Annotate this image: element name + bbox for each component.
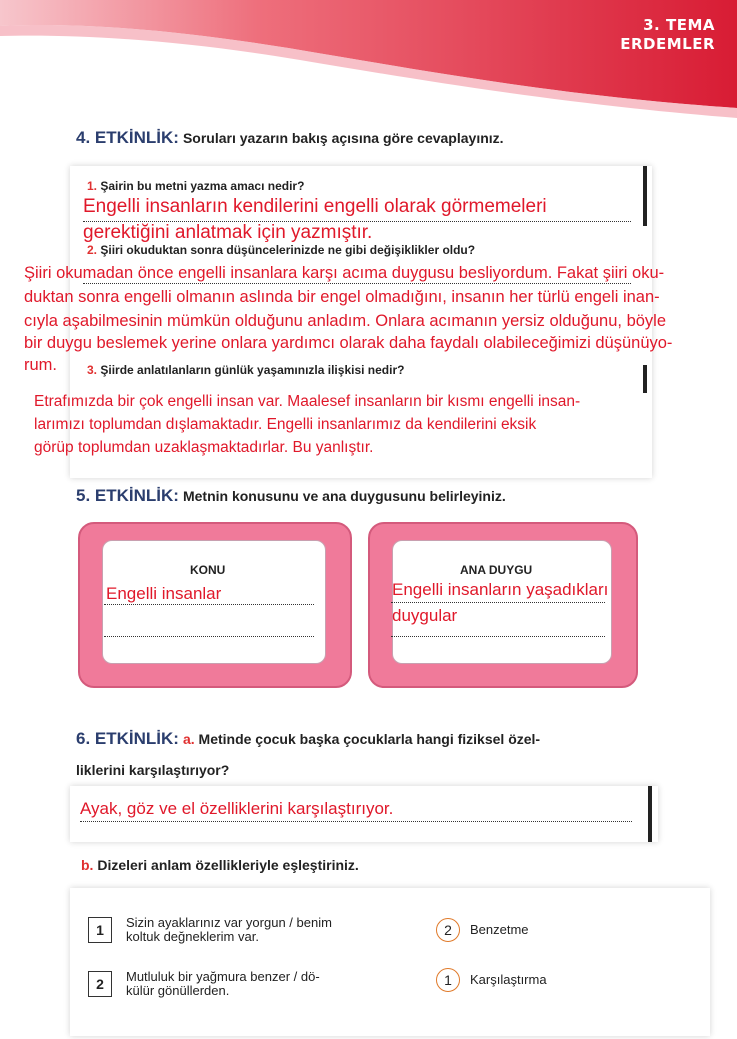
activity-4-number: 4. ETKİNLİK: bbox=[76, 128, 179, 147]
option-circle-1: 2 bbox=[436, 918, 460, 942]
paper-edge bbox=[643, 166, 647, 226]
part-a-answer: Ayak, göz ve el özelliklerini karşılaştırıyor. bbox=[80, 799, 394, 818]
part-a-text-line-1: Metinde çocuk başka çocuklarla hangi fiziksel özel- bbox=[198, 731, 541, 747]
match-box-2[interactable]: 2 bbox=[88, 971, 112, 997]
answer-1-line-2: gerektiğini anlatmak için yazmıştır. bbox=[83, 222, 373, 243]
duygu-label: ANA DUYGU bbox=[460, 563, 533, 577]
option-benzetme: Benzetme bbox=[470, 922, 529, 937]
answer-3-line-1: Etrafımızda bir çok engelli insan var. Maalesef insanların bir kısmı engelli insan- bbox=[34, 393, 581, 410]
answer-line bbox=[391, 636, 605, 637]
duygu-card bbox=[368, 522, 638, 688]
activity-4-heading bbox=[76, 128, 504, 148]
verse-2 bbox=[126, 970, 320, 998]
answer-2-line-2: duktan sonra engelli olmanın aslında bir engel olmadığını, insanın her türlü engeli inan- bbox=[24, 288, 660, 306]
question-2: 2. Şiiri okuduktan sonra düşüncelerinizde ne gibi değişiklikler oldu? bbox=[87, 243, 476, 257]
konu-answer: Engelli insanlar bbox=[106, 584, 222, 603]
option-karsilastirma: Karşılaştırma bbox=[470, 972, 547, 987]
verse-1-line-2: koltuk değneklerim var. bbox=[126, 929, 259, 944]
theme-name: ERDEMLER bbox=[620, 35, 715, 53]
theme-number: 3. TEMA bbox=[643, 16, 715, 34]
answer-line bbox=[104, 604, 314, 605]
option-circle-2: 1 bbox=[436, 968, 460, 992]
answer-2-line-1: Şiiri okumadan önce engelli insanlara karşı acıma duygusu besliyordum. Fakat şiiri oku- bbox=[24, 264, 665, 282]
part-b-heading bbox=[81, 857, 359, 873]
activity-5-number: 5. ETKİNLİK: bbox=[76, 486, 179, 505]
duygu-answer-line-2: duygular bbox=[392, 606, 458, 625]
question-1: 1. Şairin bu metni yazma amacı nedir? bbox=[87, 179, 305, 193]
paper-edge bbox=[643, 365, 647, 393]
activity-5-instruction: Metnin konusunu ve ana duygusunu belirleyiniz. bbox=[182, 488, 506, 504]
activity-6-number: 6. ETKİNLİK: bbox=[76, 729, 179, 748]
part-a-label: a. bbox=[182, 731, 195, 747]
activity-4-instruction: Soruları yazarın bakış açısına göre cevaplayınız. bbox=[182, 130, 504, 146]
matching-paper bbox=[70, 888, 710, 1036]
verse-2-line-1: Mutluluk bir yağmura benzer / dö- bbox=[126, 969, 320, 984]
activity-6-heading bbox=[76, 729, 540, 749]
answer-1-line-1: Engelli insanların kendilerini engelli olarak görmemeleri bbox=[83, 196, 547, 217]
part-b-text: Dizeleri anlam özellikleriyle eşleştiriniz. bbox=[97, 857, 359, 873]
part-a-text-line-2: liklerini karşılaştırıyor? bbox=[76, 762, 230, 778]
paper-edge bbox=[648, 786, 652, 842]
answer-2-line-4: bir duygu beslemek yerine onlara yardımcı olarak daha faydalı olabileceğimizi düşünüyo- bbox=[24, 334, 673, 352]
verse-2-line-2: külür gönüllerden. bbox=[126, 983, 230, 998]
answer-line bbox=[104, 636, 314, 637]
answer-line bbox=[83, 283, 631, 284]
question-3: 3. Şiirde anlatılanların günlük yaşamınızla ilişkisi nedir? bbox=[87, 363, 405, 377]
konu-label: KONU bbox=[190, 563, 226, 577]
answer-line bbox=[391, 602, 605, 603]
konu-card bbox=[78, 522, 352, 688]
answer-2-line-5: rum. bbox=[24, 356, 57, 374]
duygu-answer-line-1: Engelli insanların yaşadıkları bbox=[392, 580, 609, 599]
verse-1-line-1: Sizin ayaklarınız var yorgun / benim bbox=[126, 915, 332, 930]
answer-3-line-3: görüp toplumdan uzaklaşmaktadırlar. Bu yanlıştır. bbox=[34, 439, 374, 456]
answer-2-line-3: cıyla aşabilmesinin mümkün olduğunu anladım. Onlara acımanın yersiz olduğunu, böyle bbox=[24, 312, 667, 330]
theme-title bbox=[620, 16, 715, 54]
activity-5-heading bbox=[76, 486, 506, 506]
part-b-label: b. bbox=[81, 857, 94, 873]
match-box-1[interactable]: 1 bbox=[88, 917, 112, 943]
answer-line bbox=[80, 821, 632, 822]
answer-3-line-2: larımızı toplumdan dışlamaktadır. Engelli insanlarımız da kendilerini eksik bbox=[34, 416, 537, 433]
verse-1 bbox=[126, 916, 332, 944]
